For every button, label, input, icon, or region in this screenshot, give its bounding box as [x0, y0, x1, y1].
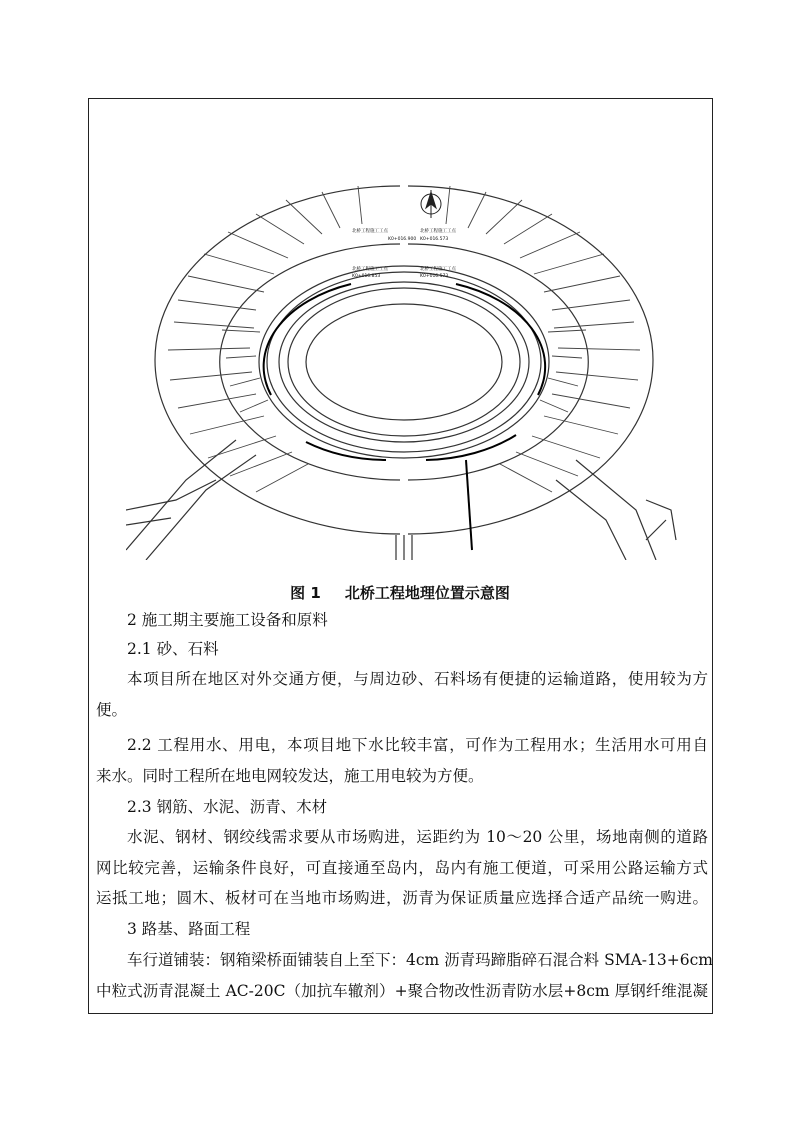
- map-label: K0+016.853: [352, 274, 381, 279]
- paragraph-line: 网比较完善，运输条件良好，可直接通至岛内，岛内有施工便道，可采用公路运输方式: [96, 859, 708, 877]
- figure-number: 图 1: [290, 584, 321, 602]
- paragraph-line: 来水。同时工程所在地电网较发达，施工用电较为方便。: [96, 767, 484, 785]
- section-heading: 2 施工期主要施工设备和原料: [127, 611, 328, 629]
- section-heading: 3 路基、路面工程: [127, 920, 251, 938]
- subsection-heading: 2.1 砂、石料: [127, 640, 219, 658]
- paragraph-line: 车行道铺装：钢箱梁桥面铺装自上至下：4cm 沥青玛蹄脂碎石混合料 SMA-13+6cm: [127, 951, 713, 969]
- figure-caption: [0, 582, 800, 603]
- subsection-heading: 2.3 钢筋、水泥、沥青、木材: [127, 798, 328, 816]
- paragraph-line: 便。: [96, 701, 128, 719]
- map-label: 北桥工程施工工点: [352, 267, 388, 272]
- paragraph-line: 运抵工地；圆木、板材可在当地市场购进，沥青为保证质量应选择合适产品统一购进。: [96, 889, 708, 907]
- site-plan-figure: [126, 180, 681, 560]
- map-label: K0+016.900: [388, 237, 417, 242]
- paragraph-line: 水泥、钢材、钢绞线需求要从市场购进，运距约为 10～20 公里，场地南侧的道路: [127, 828, 708, 846]
- map-label: 北桥工程施工工点: [352, 229, 388, 234]
- map-label: 北桥工程施工工点: [420, 229, 456, 234]
- figure-title: 北桥工程地理位置示意图: [344, 584, 510, 602]
- central-lagoon: [306, 304, 502, 420]
- outer-ring-west: [155, 186, 400, 534]
- paragraph-line: 中粒式沥青混凝土 AC-20C（加抗车辙剂）+聚合物改性沥青防水层+8cm 厚钢纤维混凝: [96, 982, 708, 1000]
- paragraph-line: 2.2 工程用水、用电，本项目地下水比较丰富，可作为工程用水；生活用水可用自: [127, 736, 708, 754]
- map-label: K0+016.573: [420, 274, 449, 279]
- bridge-road-ring: [259, 266, 549, 458]
- map-label: 北桥工程施工工点: [420, 267, 456, 272]
- map-label: K0+016.573: [420, 237, 449, 242]
- paragraph-line: 本项目所在地区对外交通方便，与周边砂、石料场有便捷的运输道路，使用较为方: [127, 670, 708, 688]
- north-arrow-icon: [421, 190, 441, 218]
